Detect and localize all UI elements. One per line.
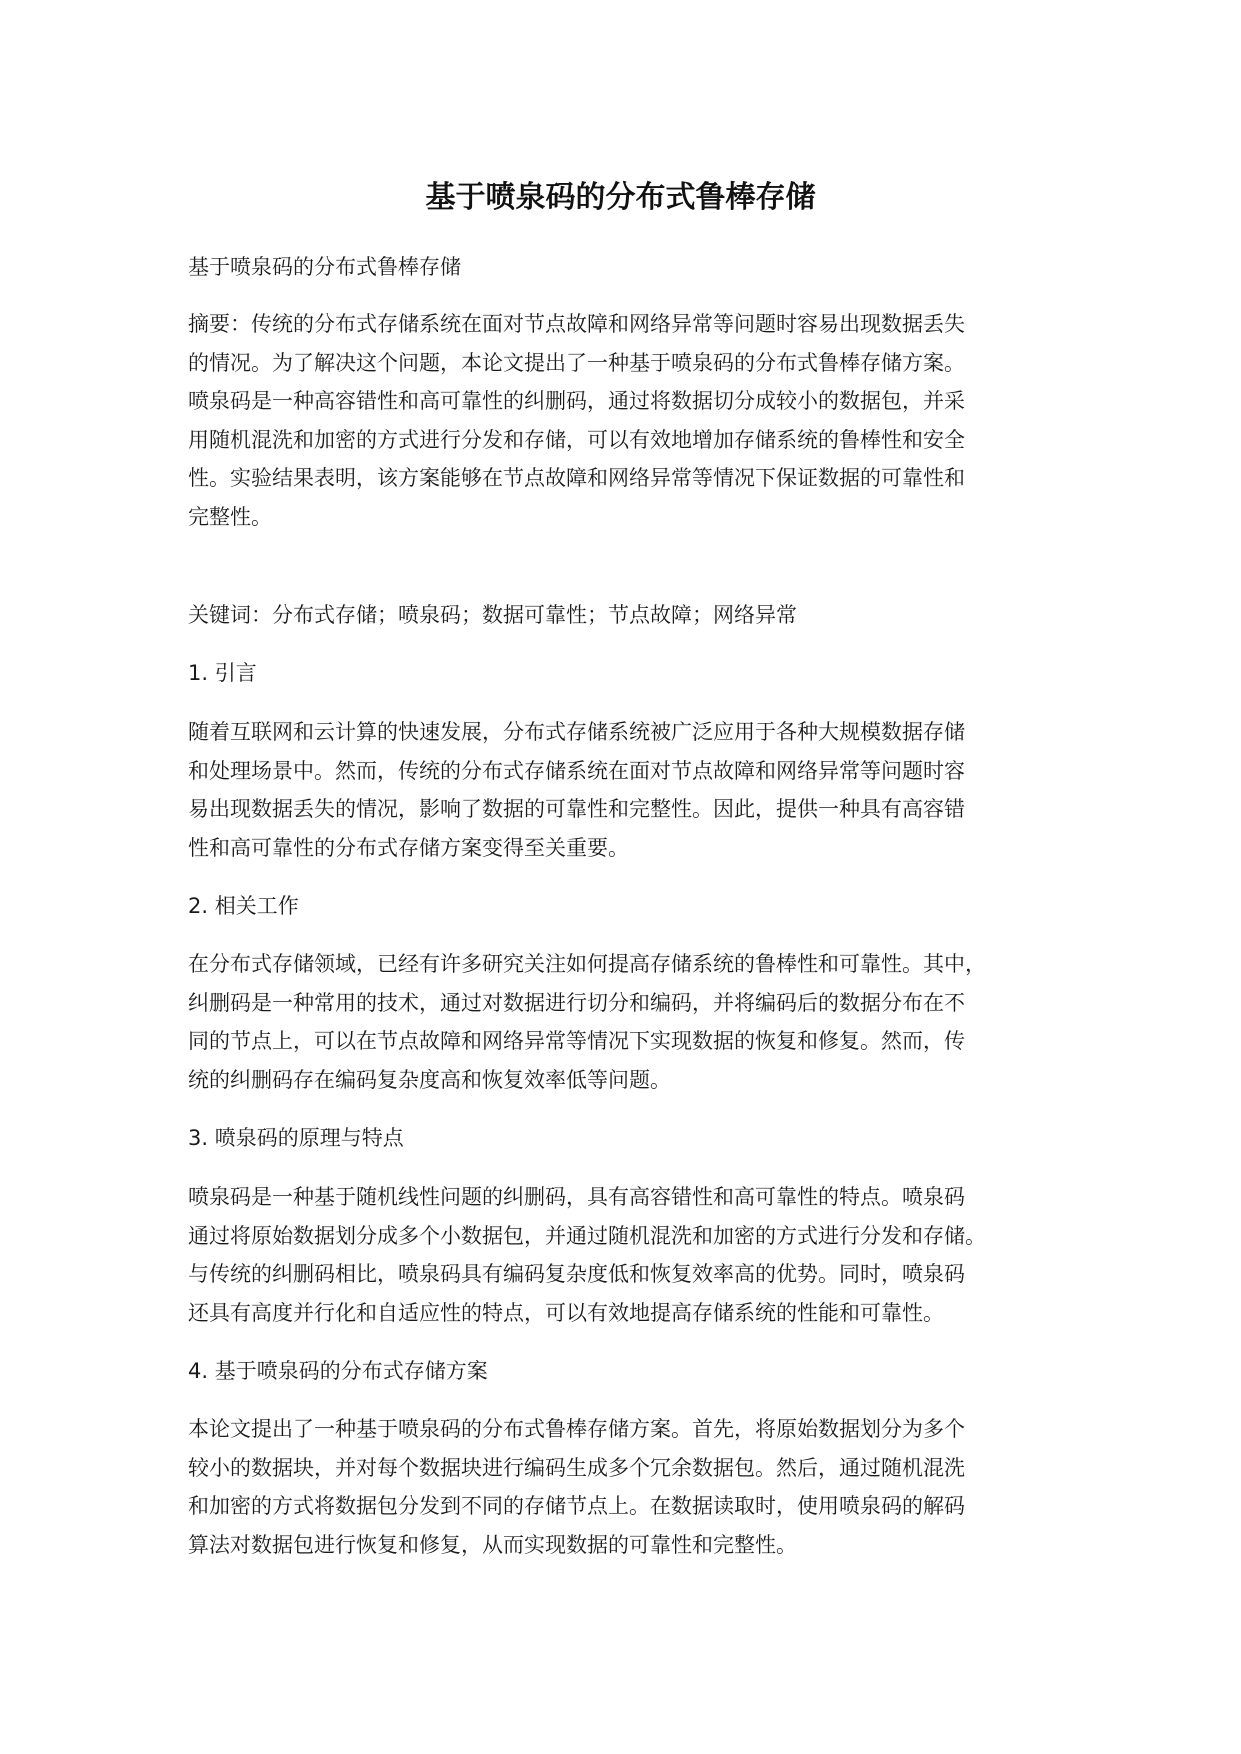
section-heading-storage-scheme: 4. 基于喷泉码的分布式存储方案: [188, 1359, 488, 1383]
paragraph-line: 随着互联网和云计算的快速发展，分布式存储系统被广泛应用于各种大规模数据存储: [188, 720, 965, 744]
section-body-storage-scheme: [188, 1410, 1072, 1564]
paragraph-line: 和处理场景中。然而，传统的分布式存储系统在面对节点故障和网络异常等问题时容: [188, 758, 965, 783]
paragraph-line: 喷泉码是一种基于随机线性问题的纠删码，具有高容错性和高可靠性的特点。喷泉码: [188, 1185, 965, 1209]
abstract-line: 喷泉码是一种高容错性和高可靠性的纠删码，通过将数据切分成较小的数据包，并采: [188, 389, 965, 413]
document-title: 基于喷泉码的分布式鲁棒存储: [425, 180, 816, 215]
paragraph-line: 纠删码是一种常用的技术，通过对数据进行切分和编码，并将编码后的数据分布在不: [188, 990, 965, 1015]
paragraph-line: 本论文提出了一种基于喷泉码的分布式鲁棒存储方案。首先，将原始数据划分为多个: [188, 1417, 965, 1441]
abstract-line: 摘要：传统的分布式存储系统在面对节点故障和网络异常等问题时容易出现数据丢失: [188, 312, 965, 336]
paragraph-line: 较小的数据块，并对每个数据块进行编码生成多个冗余数据包。然后，通过随机混洗: [188, 1455, 965, 1480]
document-subtitle: 基于喷泉码的分布式鲁棒存储: [188, 255, 461, 279]
abstract-line: 性。实验结果表明，该方案能够在节点故障和网络异常等情况下保证数据的可靠性和: [188, 466, 965, 490]
abstract-paragraph: [188, 305, 1072, 536]
keywords-line: 关键词：分布式存储；喷泉码；数据可靠性；节点故障；网络异常: [188, 603, 797, 627]
paragraph-line: 性和高可靠性的分布式存储方案变得至关重要。: [188, 835, 629, 860]
section-heading-related-work: 2. 相关工作: [188, 894, 299, 918]
paragraph-line: 易出现数据丢失的情况，影响了数据的可靠性和完整性。因此，提供一种具有高容错: [188, 797, 965, 821]
paragraph-line: 算法对数据包进行恢复和修复，从而实现数据的可靠性和完整性。: [188, 1532, 797, 1557]
abstract-line: 的情况。为了解决这个问题，本论文提出了一种基于喷泉码的分布式鲁棒存储方案。: [188, 350, 965, 375]
paragraph-line: 与传统的纠删码相比，喷泉码具有编码复杂度低和恢复效率高的优势。同时，喷泉码: [188, 1262, 965, 1286]
paragraph-line: 在分布式存储领域，已经有许多研究关注如何提高存储系统的鲁棒性和可靠性。其中，: [188, 952, 986, 976]
paragraph-line: 通过将原始数据划分成多个小数据包，并通过随机混洗和加密的方式进行分发和存储。: [188, 1223, 986, 1248]
section-heading-fountain-code-principles: 3. 喷泉码的原理与特点: [188, 1126, 404, 1150]
section-body-introduction: [188, 713, 1072, 867]
section-heading-introduction: 1. 引言: [188, 661, 257, 685]
section-body-fountain-code-principles: [188, 1178, 1072, 1332]
section-body-related-work: [188, 945, 1072, 1099]
abstract-line: 用随机混洗和加密的方式进行分发和存储，可以有效地增加存储系统的鲁棒性和安全: [188, 427, 965, 452]
paragraph-line: 同的节点上，可以在节点故障和网络异常等情况下实现数据的恢复和修复。然而，传: [188, 1029, 965, 1053]
abstract-line: 完整性。: [188, 504, 272, 529]
paragraph-line: 和加密的方式将数据包分发到不同的存储节点上。在数据读取时，使用喷泉码的解码: [188, 1494, 965, 1518]
paragraph-line: 还具有高度并行化和自适应性的特点，可以有效地提高存储系统的性能和可靠性。: [188, 1300, 944, 1325]
paragraph-line: 统的纠删码存在编码复杂度高和恢复效率低等问题。: [188, 1067, 671, 1092]
